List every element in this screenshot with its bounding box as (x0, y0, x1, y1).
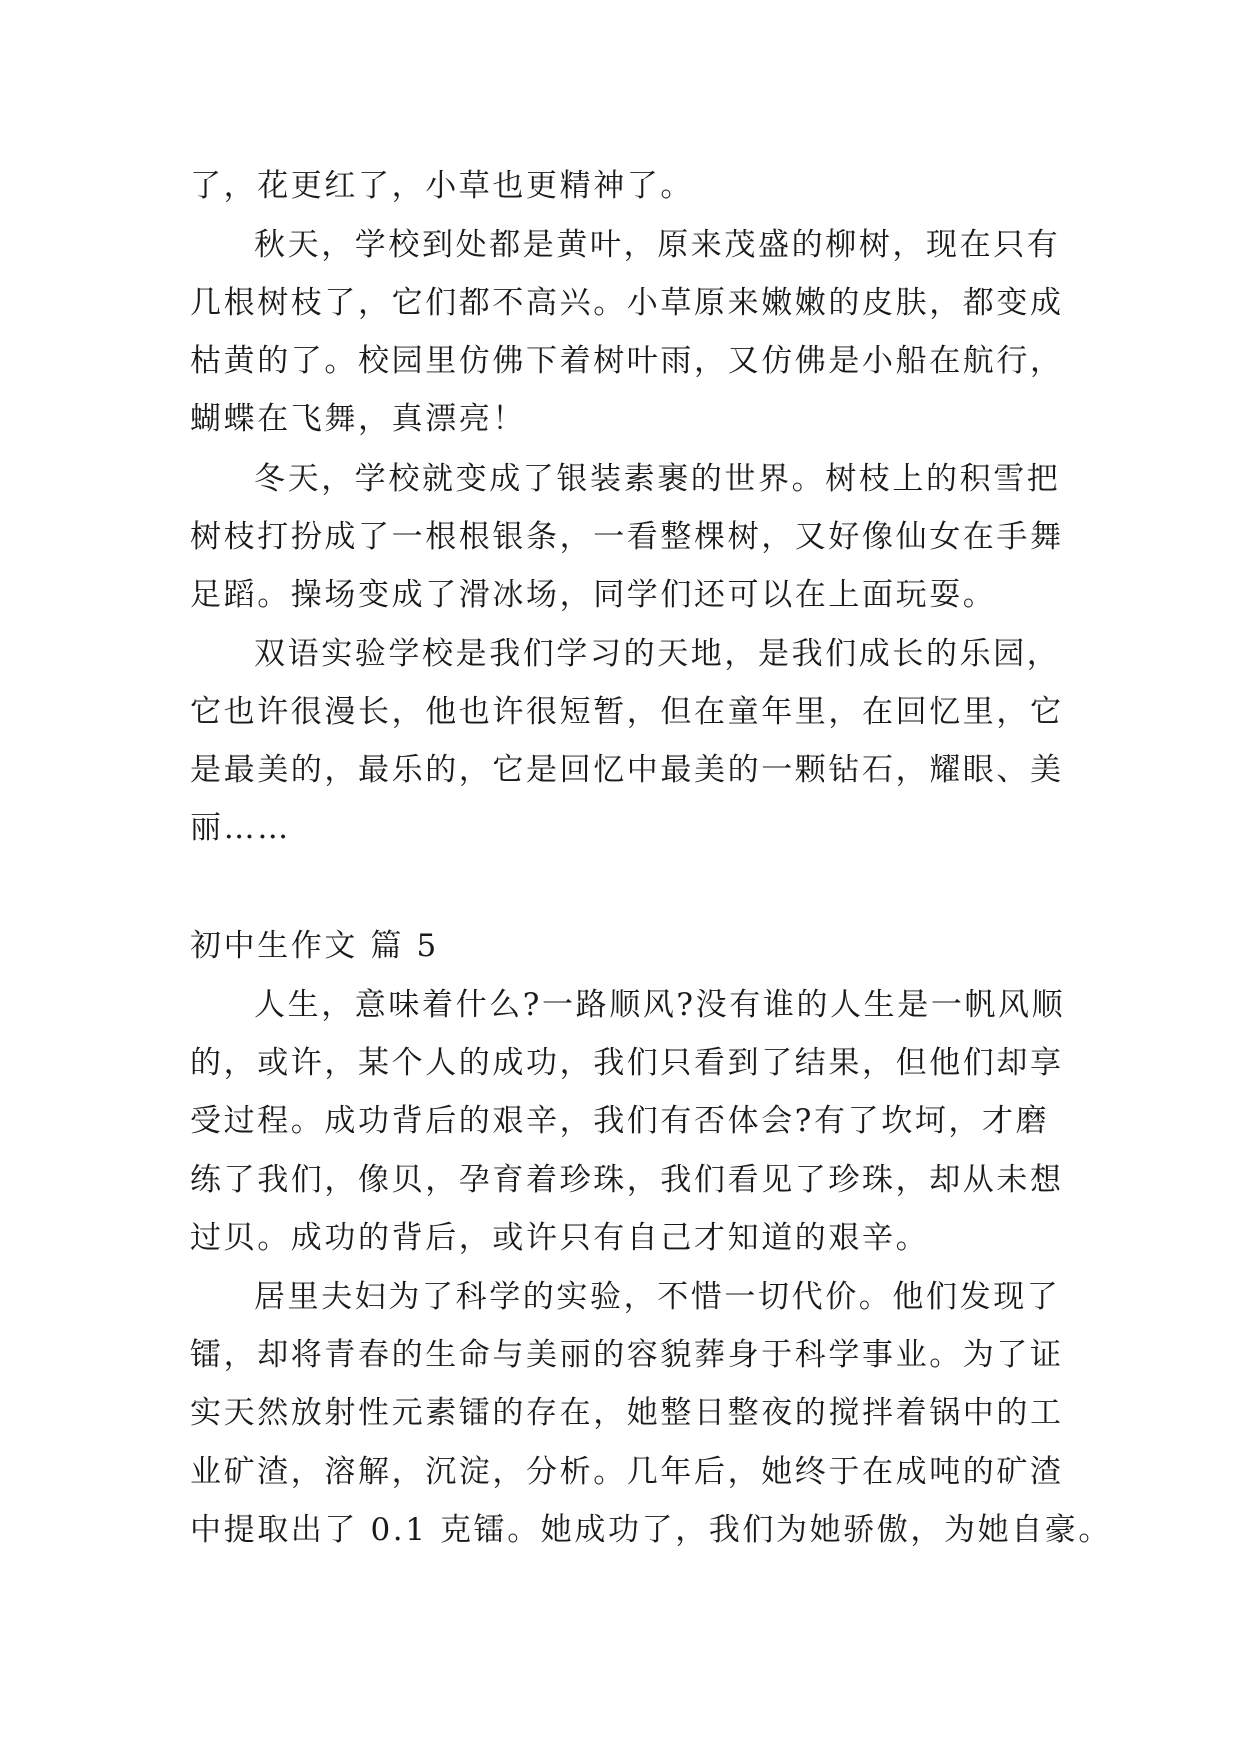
paragraph-line: 几根树枝了，它们都不高兴。小草原来嫩嫩的皮肤，都变成 (190, 285, 1064, 321)
paragraph-line: 蝴蝶在飞舞，真漂亮！ (190, 401, 526, 437)
section-heading: 初中生作文 篇 5 (190, 928, 439, 964)
paragraph-line: 冬天，学校就变成了银装素裹的世界。树枝上的积雪把 (254, 461, 1061, 497)
paragraph-line: 足蹈。操场变成了滑冰场，同学们还可以在上面玩耍。 (190, 577, 997, 613)
paragraph-line: 树枝打扮成了一根根银条，一看整棵树，又好像仙女在手舞 (190, 519, 1064, 555)
paragraph-line: 了，花更红了，小草也更精神了。 (190, 168, 694, 204)
paragraph-line: 双语实验学校是我们学习的天地，是我们成长的乐园， (254, 636, 1061, 672)
paragraph-line: 中提取出了 0.1 克镭。她成功了，我们为她骄傲，为她自豪。 (190, 1512, 1113, 1548)
paragraph-line: 镭，却将青春的生命与美丽的容貌葬身于科学事业。为了证 (190, 1337, 1064, 1373)
paragraph-line: 秋天，学校到处都是黄叶，原来茂盛的柳树，现在只有 (254, 227, 1061, 263)
paragraph-line: 受过程。成功背后的艰辛，我们有否体会?有了坎坷，才磨 (190, 1103, 1050, 1139)
paragraph-line: 居里夫妇为了科学的实验，不惜一切代价。他们发现了 (254, 1279, 1061, 1315)
paragraph-line: 枯黄的了。校园里仿佛下着树叶雨，又仿佛是小船在航行， (190, 343, 1064, 379)
paragraph-line: 过贝。成功的背后，或许只有自己才知道的艰辛。 (190, 1220, 930, 1256)
paragraph-line: 丽…… (190, 810, 291, 846)
paragraph-line: 实天然放射性元素镭的存在，她整日整夜的搅拌着锅中的工 (190, 1395, 1064, 1431)
paragraph-line: 是最美的，最乐的，它是回忆中最美的一颗钻石，耀眼、美 (190, 752, 1064, 788)
paragraph-line: 人生，意味着什么?一路顺风?没有谁的人生是一帆风顺 (254, 987, 1066, 1023)
paragraph-line: 的，或许，某个人的成功，我们只看到了结果，但他们却享 (190, 1045, 1064, 1081)
paragraph-line: 业矿渣，溶解，沉淀，分析。几年后，她终于在成吨的矿渣 (190, 1454, 1064, 1490)
paragraph-line: 它也许很漫长，他也许很短暂，但在童年里，在回忆里，它 (190, 694, 1064, 730)
paragraph-line: 练了我们，像贝，孕育着珍珠，我们看见了珍珠，却从未想 (190, 1162, 1064, 1198)
